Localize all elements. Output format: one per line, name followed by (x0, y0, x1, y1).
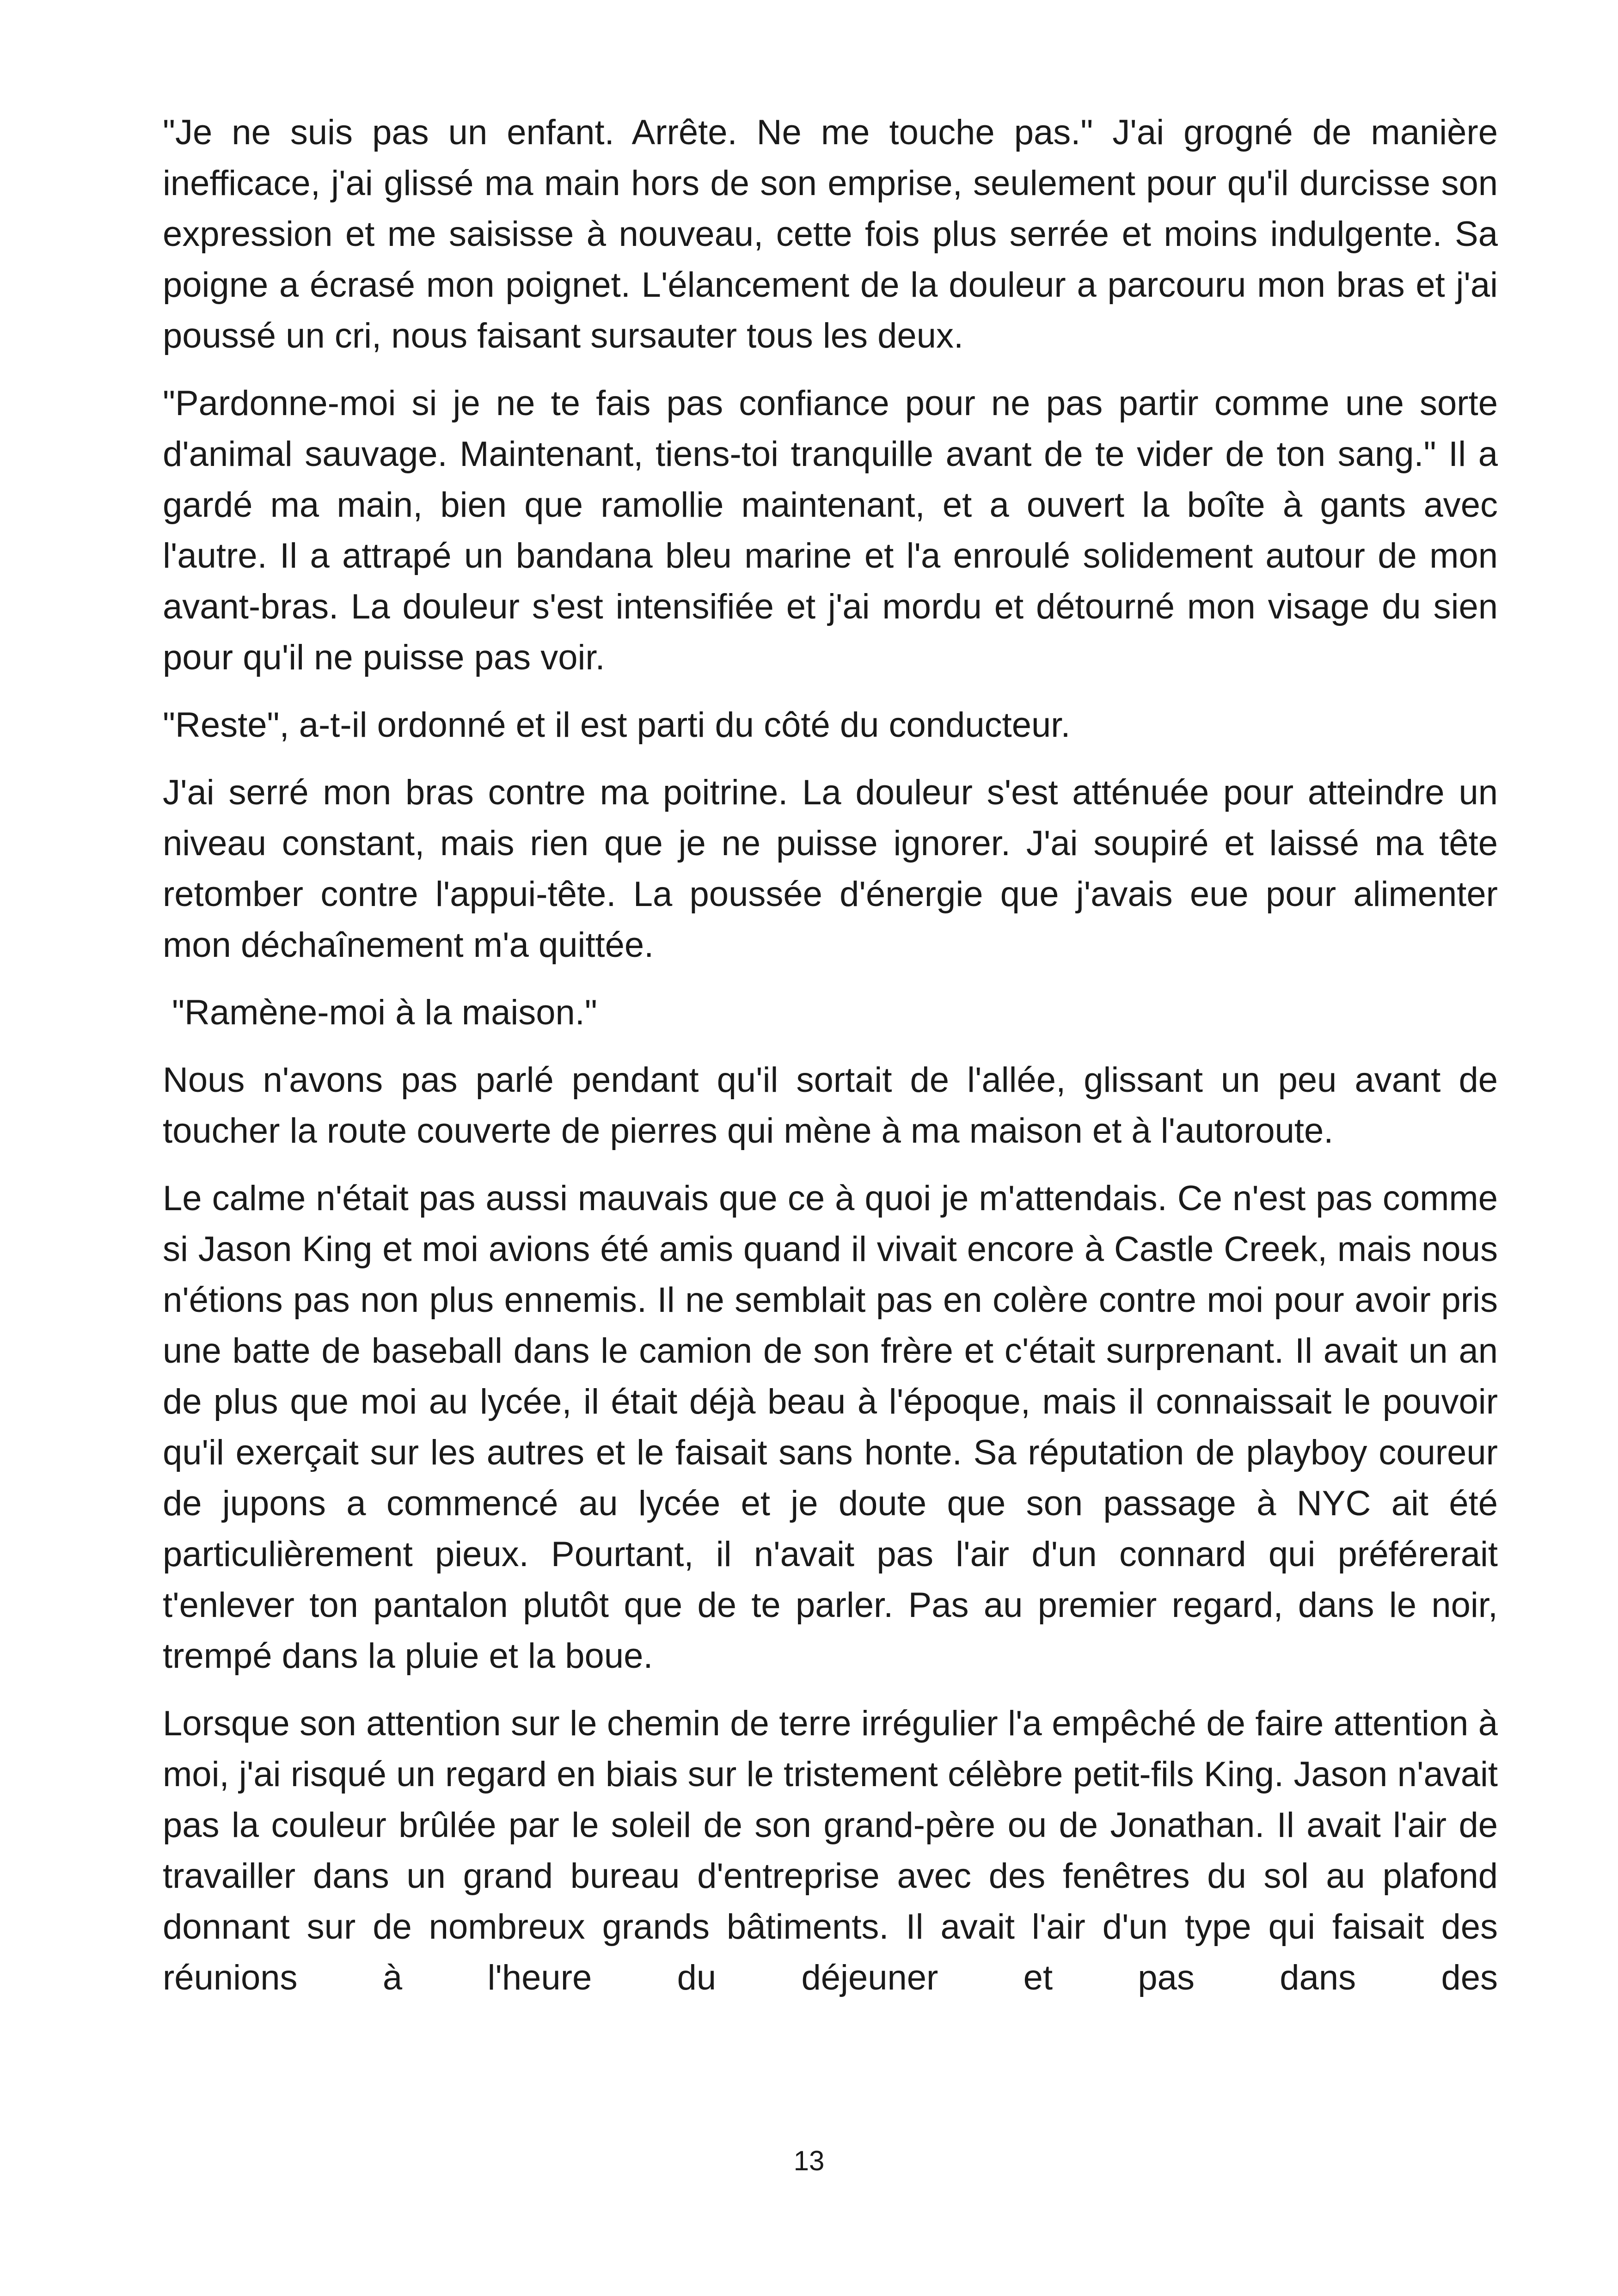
paragraph-7: Le calme n'était pas aussi mauvais que ce à quoi je m'attendais. Ce n'est pas comme si Jason King et moi avions été amis quand il vivait encore à Castle Creek, mais nous n'étions pas non plus ennemis. Il ne semblait pas en colère contre moi pour avoir pris une batte de baseball dans le camion de son frère et c'était surprenant. Il avait un an de plus que moi au lycée, il était déjà beau à l'époque, mais il connaissait le pouvoir qu'il exerçait sur les autres et le faisait sans honte. Sa réputation de playboy coureur de jupons a commencé au lycée et je doute que son passage à NYC ait été particulièrement pieux. Pourtant, il n'avait pas l'air d'un connard qui préférerait t'enlever ton pantalon plutôt que de te parler. Pas au premier regard, dans le noir, trempé dans la pluie et la boue. (163, 1179, 1498, 1676)
paragraph-8: Lorsque son attention sur le chemin de terre irrégulier l'a empêché de faire attention à moi, j'ai risqué un regard en biais sur le tristement célèbre petit-fils King. Jason n'avait pas la couleur brûlée par le soleil de son grand-père ou de Jonathan. Il avait l'air de travailler dans un grand bureau d'entreprise avec des fenêtres du sol au plafond donnant sur de nombreux grands bâtiments. Il avait l'air d'un type qui faisait des réunions à l'heure du déjeuner et pas dans des (163, 1704, 1498, 1997)
paragraph-4: J'ai serré mon bras contre ma poitrine. La douleur s'est atténuée pour atteindre un niveau constant, mais rien que je ne puisse ignorer. J'ai soupiré et laissé ma tête retomber contre l'appui-tête. La poussée d'énergie que j'avais eue pour alimenter mon déchaînement m'a quittée. (163, 773, 1498, 965)
paragraph-2: "Pardonne-moi si je ne te fais pas confiance pour ne pas partir comme une sorte d'animal sauvage. Maintenant, tiens-toi tranquille avant de te vider de ton sang." Il a gardé ma main, bien que ramollie maintenant, et a ouvert la boîte à gants avec l'autre. Il a attrapé un bandana bleu marine et l'a enroulé solidement autour de mon avant-bras. La douleur s'est intensifiée et j'ai mordu et détourné mon visage du sien pour qu'il ne puisse pas voir. (163, 384, 1498, 677)
page-number: 13 (793, 2145, 825, 2176)
paragraph-5: "Ramène-moi à la maison." (172, 993, 597, 1032)
document-body (163, 107, 1498, 2020)
paragraph-1: "Je ne suis pas un enfant. Arrête. Ne me touche pas." J'ai grogné de manière inefficace, j'ai glissé ma main hors de son emprise, seulement pour qu'il durcisse son expression et me saisisse à nouveau, cette fois plus serrée et moins indulgente. Sa poigne a écrasé mon poignet. L'élancement de la douleur a parcouru mon bras et j'ai poussé un cri, nous faisant sursauter tous les deux. (163, 113, 1498, 355)
paragraph-3: "Reste", a-t-il ordonné et il est parti du côté du conducteur. (163, 705, 1071, 745)
paragraph-6: Nous n'avons pas parlé pendant qu'il sortait de l'allée, glissant un peu avant de toucher la route couverte de pierres qui mène à ma maison et à l'autoroute. (163, 1060, 1498, 1151)
